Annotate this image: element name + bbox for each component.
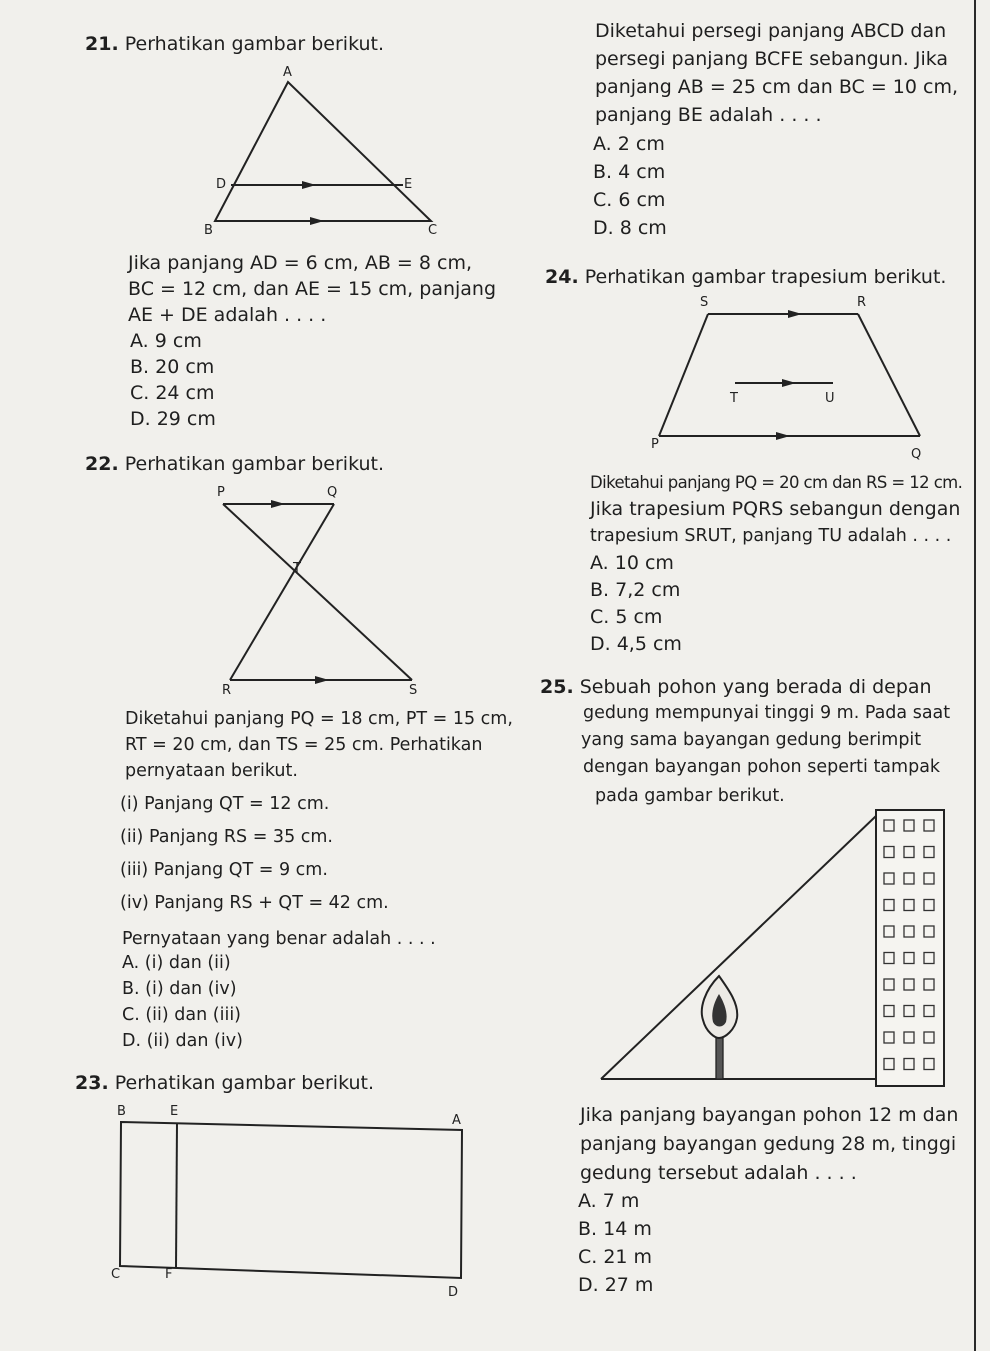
answer-option-a[interactable]: A. 10 cm (590, 552, 674, 574)
label-p: P (217, 485, 225, 500)
label-q: Q (911, 447, 922, 462)
hourglass-figure (205, 480, 435, 700)
parallel-arrow-icon (315, 676, 329, 684)
question-line: Diketahui panjang PQ = 18 cm, PT = 15 cm, (125, 709, 513, 729)
rectangle-abcd (120, 1122, 462, 1278)
statement: (ii) Panjang RS = 35 cm. (120, 827, 333, 847)
page-edge (974, 0, 976, 1351)
question-line: BC = 12 cm, dan AE = 15 cm, panjang (128, 278, 497, 300)
answer-option-b[interactable]: B. 7,2 cm (590, 579, 681, 601)
trapezoid-figure (645, 290, 935, 470)
parallel-arrow-icon (788, 310, 802, 318)
question-line: yang sama bayangan gedung berimpit (581, 730, 922, 750)
label-u: U (825, 391, 835, 406)
answer-option-c[interactable]: C. 24 cm (130, 382, 215, 404)
label-c: C (428, 223, 438, 238)
answer-option-d[interactable]: D. (ii) dan (iv) (122, 1031, 243, 1051)
label-c: C (111, 1267, 121, 1282)
segment-sp (659, 314, 708, 436)
answer-option-b[interactable]: B. 14 m (578, 1218, 652, 1240)
label-s: S (700, 295, 709, 310)
segment-ef (176, 1123, 177, 1268)
shadow-line (601, 816, 876, 1079)
question-line: persegi panjang BCFE sebangun. Jika (595, 48, 949, 70)
answer-option-d[interactable]: D. 29 cm (130, 408, 216, 430)
tree-trunk (716, 1033, 723, 1079)
question-line: panjang BE adalah . . . . (595, 104, 822, 126)
answer-option-b[interactable]: B. 20 cm (130, 356, 215, 378)
question-number: 23. (75, 1072, 109, 1094)
answer-option-a[interactable]: A. (i) dan (ii) (122, 953, 231, 973)
question-number: 22. (85, 453, 119, 475)
segment-rq (858, 314, 920, 436)
label-r: R (857, 295, 867, 310)
rectangle-figure (105, 1100, 485, 1300)
label-d: D (216, 177, 227, 192)
parallel-arrow-icon (782, 379, 796, 387)
question-line: trapesium SRUT, panjang TU adalah . . . . (590, 526, 952, 546)
question-line: panjang bayangan gedung 28 m, tinggi (580, 1133, 957, 1155)
label-t: T (730, 391, 738, 406)
answer-option-b[interactable]: B. 4 cm (593, 161, 666, 183)
label-a: A (283, 65, 292, 80)
parallel-arrow-icon (310, 217, 324, 225)
question-line: dengan bayangan pohon seperti tampak (583, 757, 941, 777)
question-prompt: Perhatikan gambar berikut. (124, 453, 385, 475)
question-number: 21. (85, 33, 119, 55)
question-line: Jika panjang bayangan pohon 12 m dan (580, 1104, 959, 1126)
label-r: R (222, 683, 232, 698)
label-f: F (165, 1267, 173, 1282)
answer-option-b[interactable]: B. (i) dan (iv) (122, 979, 237, 999)
label-e: E (170, 1104, 179, 1119)
statement: (i) Panjang QT = 12 cm. (120, 794, 330, 814)
question-line: Diketahui persegi panjang ABCD dan (595, 20, 947, 42)
question-prompt: Perhatikan gambar trapesium berikut. (584, 266, 947, 288)
parallel-arrow-icon (776, 432, 790, 440)
triangle-abc (215, 82, 431, 221)
label-a: A (452, 1113, 461, 1128)
label-s: S (409, 683, 418, 698)
answer-option-d[interactable]: D. 27 m (578, 1274, 654, 1296)
question-line: Sebuah pohon yang berada di depan (579, 676, 932, 698)
question-number: 25. (540, 676, 574, 698)
parallel-arrow-icon (302, 181, 316, 189)
question-number: 24. (545, 266, 579, 288)
parallel-arrow-icon (271, 500, 285, 508)
label-b: B (204, 223, 213, 238)
question-line: Pernyataan yang benar adalah . . . . (122, 929, 436, 949)
question-line: panjang AB = 25 cm dan BC = 10 cm, (595, 76, 959, 98)
question-line: Diketahui panjang PQ = 20 cm dan RS = 12 cm. (590, 473, 963, 492)
answer-option-a[interactable]: A. 9 cm (130, 330, 202, 352)
label-e: E (404, 177, 413, 192)
answer-option-d[interactable]: D. 4,5 cm (590, 633, 682, 655)
answer-option-c[interactable]: C. 5 cm (590, 606, 663, 628)
label-q: Q (327, 485, 338, 500)
label-d: D (448, 1285, 459, 1300)
question-prompt: Perhatikan gambar berikut. (114, 1072, 375, 1094)
answer-option-c[interactable]: C. 6 cm (593, 189, 666, 211)
answer-option-c[interactable]: C. 21 m (578, 1246, 653, 1268)
answer-option-d[interactable]: D. 8 cm (593, 217, 667, 239)
question-line: gedung mempunyai tinggi 9 m. Pada saat (583, 703, 951, 723)
answer-option-c[interactable]: C. (ii) dan (iii) (122, 1005, 242, 1025)
question-line: AE + DE adalah . . . . (128, 304, 327, 326)
question-line: pernyataan berikut. (125, 761, 298, 781)
statement: (iii) Panjang QT = 9 cm. (120, 860, 328, 880)
question-line: Jika panjang AD = 6 cm, AB = 8 cm, (128, 252, 472, 274)
triangle-figure (190, 60, 450, 240)
answer-option-a[interactable]: A. 7 m (578, 1190, 640, 1212)
question-line: RT = 20 cm, dan TS = 25 cm. Perhatikan (125, 735, 483, 755)
question-prompt: Perhatikan gambar berikut. (124, 33, 385, 55)
label-b: B (117, 1104, 126, 1119)
question-line: pada gambar berikut. (595, 786, 785, 806)
label-p: P (651, 437, 659, 452)
statement: (iv) Panjang RS + QT = 42 cm. (120, 893, 389, 913)
label-t: T (293, 561, 301, 576)
question-line: gedung tersebut adalah . . . . (580, 1162, 857, 1184)
shadow-figure (595, 808, 955, 1093)
question-line: Jika trapesium PQRS sebangun dengan (590, 498, 961, 520)
answer-option-a[interactable]: A. 2 cm (593, 133, 665, 155)
